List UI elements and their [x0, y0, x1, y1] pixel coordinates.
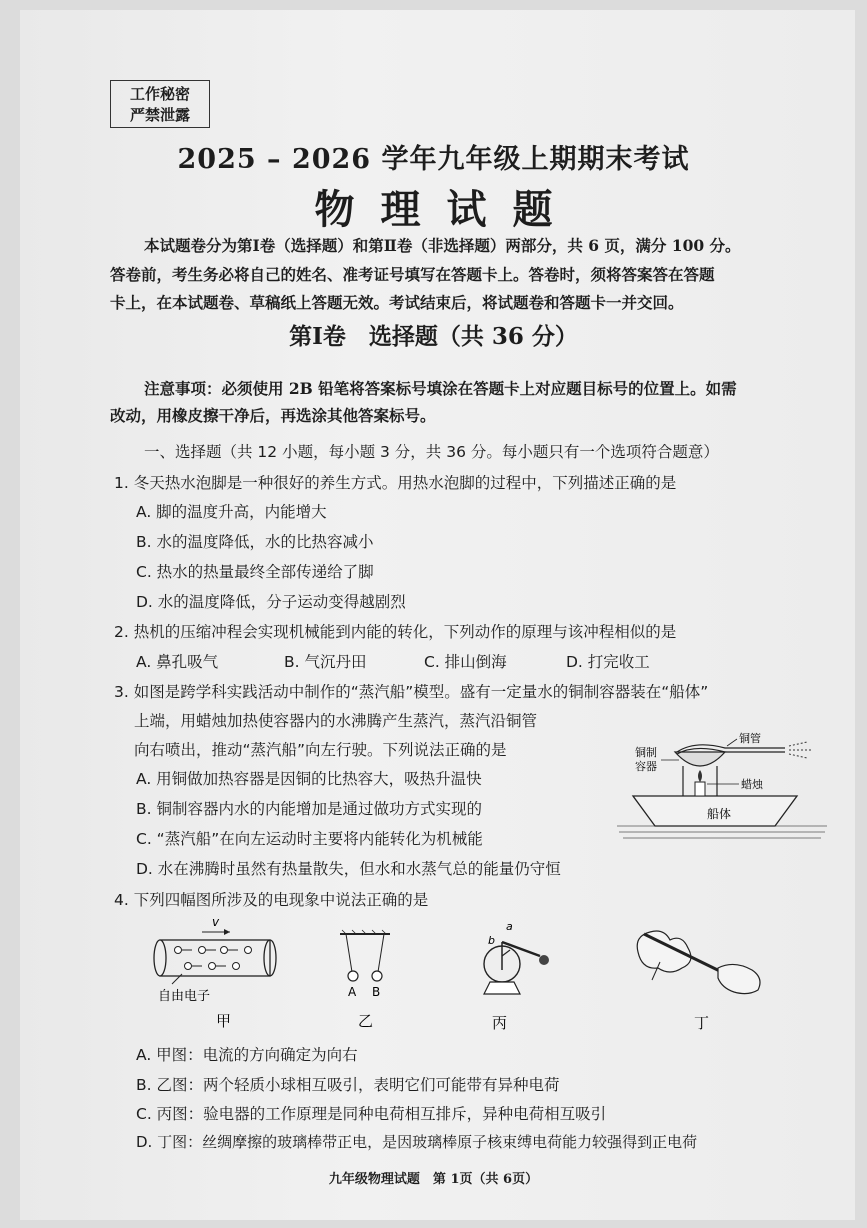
- q2-option-c: C. 排山倒海: [424, 653, 507, 671]
- q3-stem-line-2: 上端，用蜡烛加热使容器内的水沸腾产生蒸汽，蒸汽沿铜管: [134, 712, 538, 730]
- hull-label: 船体: [707, 807, 732, 821]
- ball-b-label: B: [372, 985, 381, 999]
- notice-line-2: 改动，用橡皮擦干净后，再选涂其他答案标号。: [110, 406, 436, 425]
- q1-option-b: B. 水的温度降低，水的比热容减小: [136, 533, 374, 551]
- notice-line-1: 注意事项：必须使用 2B 铅笔将答案标号填涂在答题卡上对应题目标号的位置上。如需: [144, 379, 737, 398]
- q4-option-d: D. 丁图：丝绸摩擦的玻璃棒带正电，是因玻璃棒原子核束缚电荷能力较强得到正电荷: [136, 1133, 698, 1151]
- caption-jia: 甲: [216, 1012, 232, 1030]
- part-heading: 一、选择题（共 12 小题，每小题 3 分，共 36 分。每小题只有一个选项符合题意）: [144, 443, 719, 461]
- q4-option-c: C. 丙图：验电器的工作原理是同种电荷相互排斥，异种电荷相互吸引: [136, 1105, 607, 1123]
- container-label-2: 容器: [635, 760, 657, 773]
- tube-label: 铜管: [739, 732, 761, 745]
- caption-ding: 丁: [694, 1014, 710, 1032]
- flame-shape: [698, 770, 702, 782]
- conductor-rod: [160, 940, 270, 976]
- q1-option-d: D. 水的温度降低，分子运动变得越剧烈: [136, 593, 406, 611]
- q2-stem: 2. 热机的压缩冲程会实现机械能到内能的转化，下列动作的原理与该冲程相似的是: [114, 623, 677, 641]
- q3-option-c: C. “蒸汽船”在向左运动时主要将内能转化为机械能: [136, 830, 483, 848]
- q3-stem-line-3: 向右喷出，推动“蒸汽船”向左行驶。下列说法正确的是: [134, 741, 507, 759]
- confidential-stamp: [110, 80, 210, 128]
- steamboat-figure: [615, 730, 830, 855]
- q2-option-d: D. 打完收工: [566, 653, 650, 671]
- page-footer: 九年级物理试题 第 1页（共 6页）: [328, 1172, 539, 1187]
- figure-ding: [630, 922, 770, 1034]
- caption-yi: 乙: [358, 1012, 374, 1030]
- subject-title: 物理试题: [314, 186, 579, 233]
- q3-stem-line-1: 3. 如图是跨学科实践活动中制作的“蒸汽船”模型。盛有一定量水的铜制容器装在“船体”: [114, 683, 709, 701]
- velocity-label: v: [212, 915, 220, 929]
- q4-stem: 4. 下列四幅图所涉及的电现象中说法正确的是: [114, 891, 429, 909]
- candle-shape: [695, 782, 705, 796]
- q1-option-a: A. 脚的温度升高，内能增大: [136, 503, 327, 521]
- q1-stem: 1. 冬天热水泡脚是一种很好的养生方式。用热水泡脚的过程中，下列描述正确的是: [114, 474, 677, 492]
- free-electron-label: 自由电子: [158, 989, 211, 1004]
- label-b: b: [488, 934, 495, 947]
- q3-option-b: B. 铜制容器内水的内能增加是通过做功方式实现的: [136, 800, 482, 818]
- water-hatching: [617, 826, 827, 838]
- q3-option-a: A. 用铜做加热容器是因铜的比热容大，吸热升温快: [136, 770, 482, 788]
- figure-yi: [330, 924, 400, 1034]
- candle-label: 蜡烛: [741, 778, 763, 791]
- q2-option-b: B. 气沉丹田: [284, 653, 367, 671]
- section-title: 第Ⅰ卷 选择题（共 36 分）: [289, 323, 578, 350]
- q4-option-b: B. 乙图：两个轻质小球相互吸引，表明它们可能带有异种电荷: [136, 1076, 560, 1094]
- q1-option-c: C. 热水的热量最终全部传递给了脚: [136, 563, 374, 581]
- ball-b: [372, 971, 382, 981]
- intro-line-2: 答卷前，考生务必将自己的姓名、准考证号填写在答题卡上。答卷时，须将答案答在答题: [110, 265, 715, 284]
- figure-bing: [470, 920, 560, 1035]
- hand-shape: [718, 964, 760, 993]
- exam-title: 2025 – 2026 学年九年级上期期末考试: [177, 144, 690, 175]
- stamp-line-2: 严禁泄露: [129, 106, 190, 124]
- caption-bing: 丙: [492, 1014, 508, 1032]
- q4-option-a: A. 甲图：电流的方向确定为向右: [136, 1046, 358, 1064]
- q2-option-a: A. 鼻孔吸气: [136, 653, 219, 671]
- stamp-line-1: 工作秘密: [129, 85, 190, 103]
- ball-a: [348, 971, 358, 981]
- label-a: a: [506, 920, 513, 933]
- figure-jia: [150, 912, 280, 1032]
- ball-a-label: A: [348, 985, 357, 999]
- intro-line-1: 本试题卷分为第Ⅰ卷（选择题）和第Ⅱ卷（非选择题）两部分，共 6 页，满分 100 分。: [144, 236, 741, 255]
- copper-container: [675, 752, 725, 766]
- container-label-1: 铜制: [635, 746, 657, 759]
- intro-line-3: 卡上，在本试题卷、草稿纸上答题无效。考试结束后，将试题卷和答题卡一并交回。: [110, 293, 684, 312]
- q3-option-d: D. 水在沸腾时虽然有热量散失，但水和水蒸气总的能量仍守恒: [136, 860, 561, 878]
